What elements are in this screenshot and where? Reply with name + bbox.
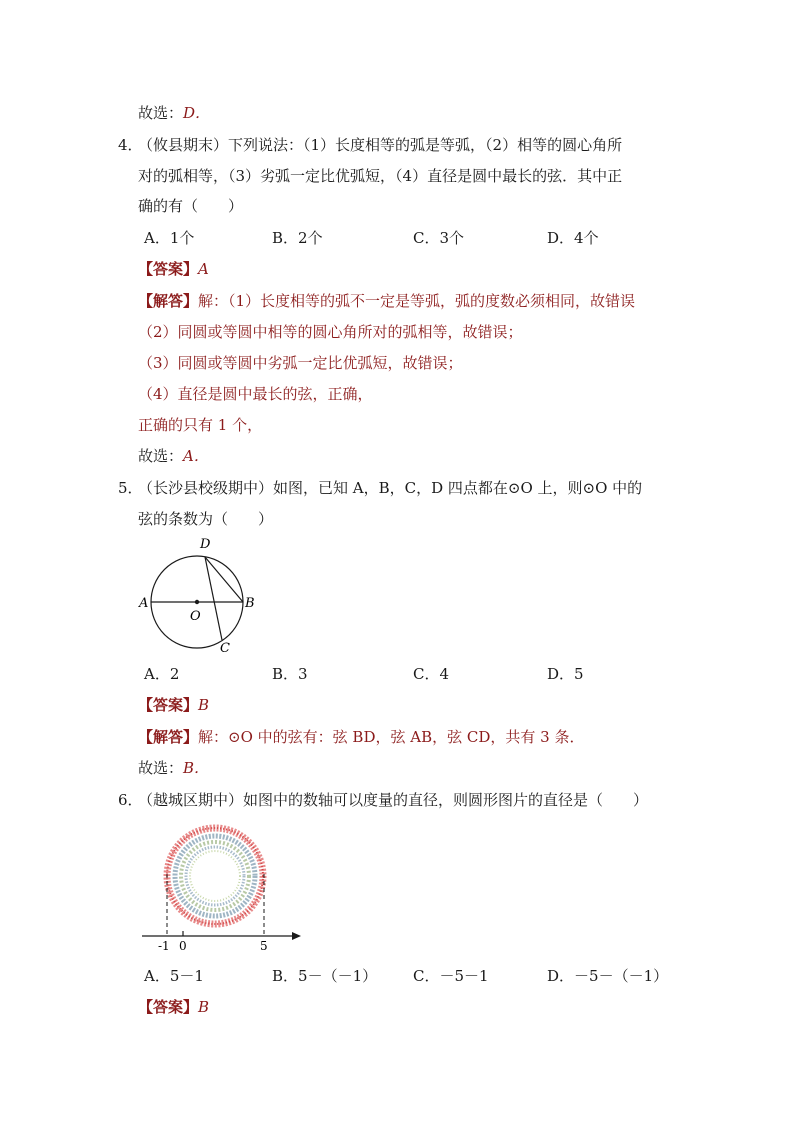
q4-option-b: B．2个 [272,229,323,247]
q4-solution-text1: 解：（1）长度相等的弧不一定是等弧，弧的度数必须相同，故错误 [198,292,636,310]
q6-answer [138,997,209,1017]
q5-label-o: O [190,609,201,624]
q6-option-d: D．－5－（－1） [547,967,669,985]
q4-conclusion [138,446,209,466]
prev-final-answer: D． [183,104,211,122]
q4-answer [138,259,209,279]
q5-circle-figure [130,528,270,658]
q4-solution-line3: （3）同圆或等圆中劣弧一定比优弧短，故错误； [138,354,463,372]
q5-option-d: D．5 [547,665,584,683]
q4-solution-tag: 【解答】 [138,292,199,310]
q6-axis-arrow [292,932,301,940]
q6-number: 6． [118,791,143,809]
q6-option-a: A．5－1 [144,967,204,985]
q5-center-point [195,600,199,604]
q5-stem-line1: （长沙县校级期中）如图，已知 A，B，C，D 四点都在⊙O 上，则⊙O 中的 [138,479,643,497]
q6-option-c: C．－5－1 [413,967,489,985]
q5-solution-text1: 解：⊙O 中的弦有：弦 BD，弦 AB，弦 CD，共有 3 条． [198,728,585,746]
q5-final-answer: B． [183,759,210,777]
q4-option-a: A．1个 [144,229,195,247]
q5-option-b: B．3 [272,665,308,683]
q4-solution-line4: （4）直径是圆中最长的弦，正确， [138,385,373,403]
q4-stem-line1: （攸县期末）下列说法：（1）长度相等的弧是等弧，（2）相等的圆心角所 [138,136,623,154]
q4-option-d: D．4个 [547,229,599,247]
q4-stem-line3: 确的有（ ） [138,197,244,215]
q6-stem-line1: （越城区期中）如图中的数轴可以度量的直径，则圆形图片的直径是（ ） [138,791,649,809]
q5-solution-line1 [138,727,584,747]
q4-solution-line5: 正确的只有 1 个， [138,416,263,434]
q5-option-a: A．2 [144,665,180,683]
prev-conclusion [138,103,210,123]
q4-solution-line1 [138,291,635,311]
q5-label-b: B [245,596,255,611]
q6-circular-picture [167,828,263,924]
q5-solution-tag: 【解答】 [138,728,199,746]
q5-label-d: D [200,537,211,552]
prev-conclusion-label: 故选： [138,104,184,122]
q4-answer-tag: 【答案】 [138,260,199,278]
q4-stem-line2: 对的弧相等，（3）劣弧一定比优弧短，（4）直径是圆中最长的弦．其中正 [138,167,623,185]
q5-stem-line2: 弦的条数为（ ） [138,510,274,528]
q6-answer-tag: 【答案】 [138,998,199,1016]
q5-answer [138,695,209,715]
q5-label-a: A [139,596,149,611]
q4-option-c: C．3个 [413,229,465,247]
q5-answer-tag: 【答案】 [138,696,199,714]
q6-label-5: 5 [260,939,268,953]
q6-label-neg1: -1 [158,939,170,953]
q4-number: 4． [118,136,143,154]
q4-conclusion-label: 故选： [138,447,184,465]
q6-label-0: 0 [179,939,187,953]
q6-numberline-figure [138,818,308,954]
q5-conclusion-label: 故选： [138,759,184,777]
q5-label-c: C [220,641,230,656]
q5-conclusion [138,758,209,778]
q4-solution-line2: （2）同圆或等圆中相等的圆心角所对的弧相等，故错误； [138,323,523,341]
q4-final-answer: A． [183,447,209,465]
q6-answer-value: B [198,998,210,1016]
q5-option-c: C．4 [413,665,450,683]
q5-chord-cd [205,557,222,640]
q5-answer-value: B [198,696,210,714]
q6-option-b: B．5－（－1） [272,967,378,985]
q5-number: 5． [118,479,143,497]
q4-answer-value: A [198,260,209,278]
